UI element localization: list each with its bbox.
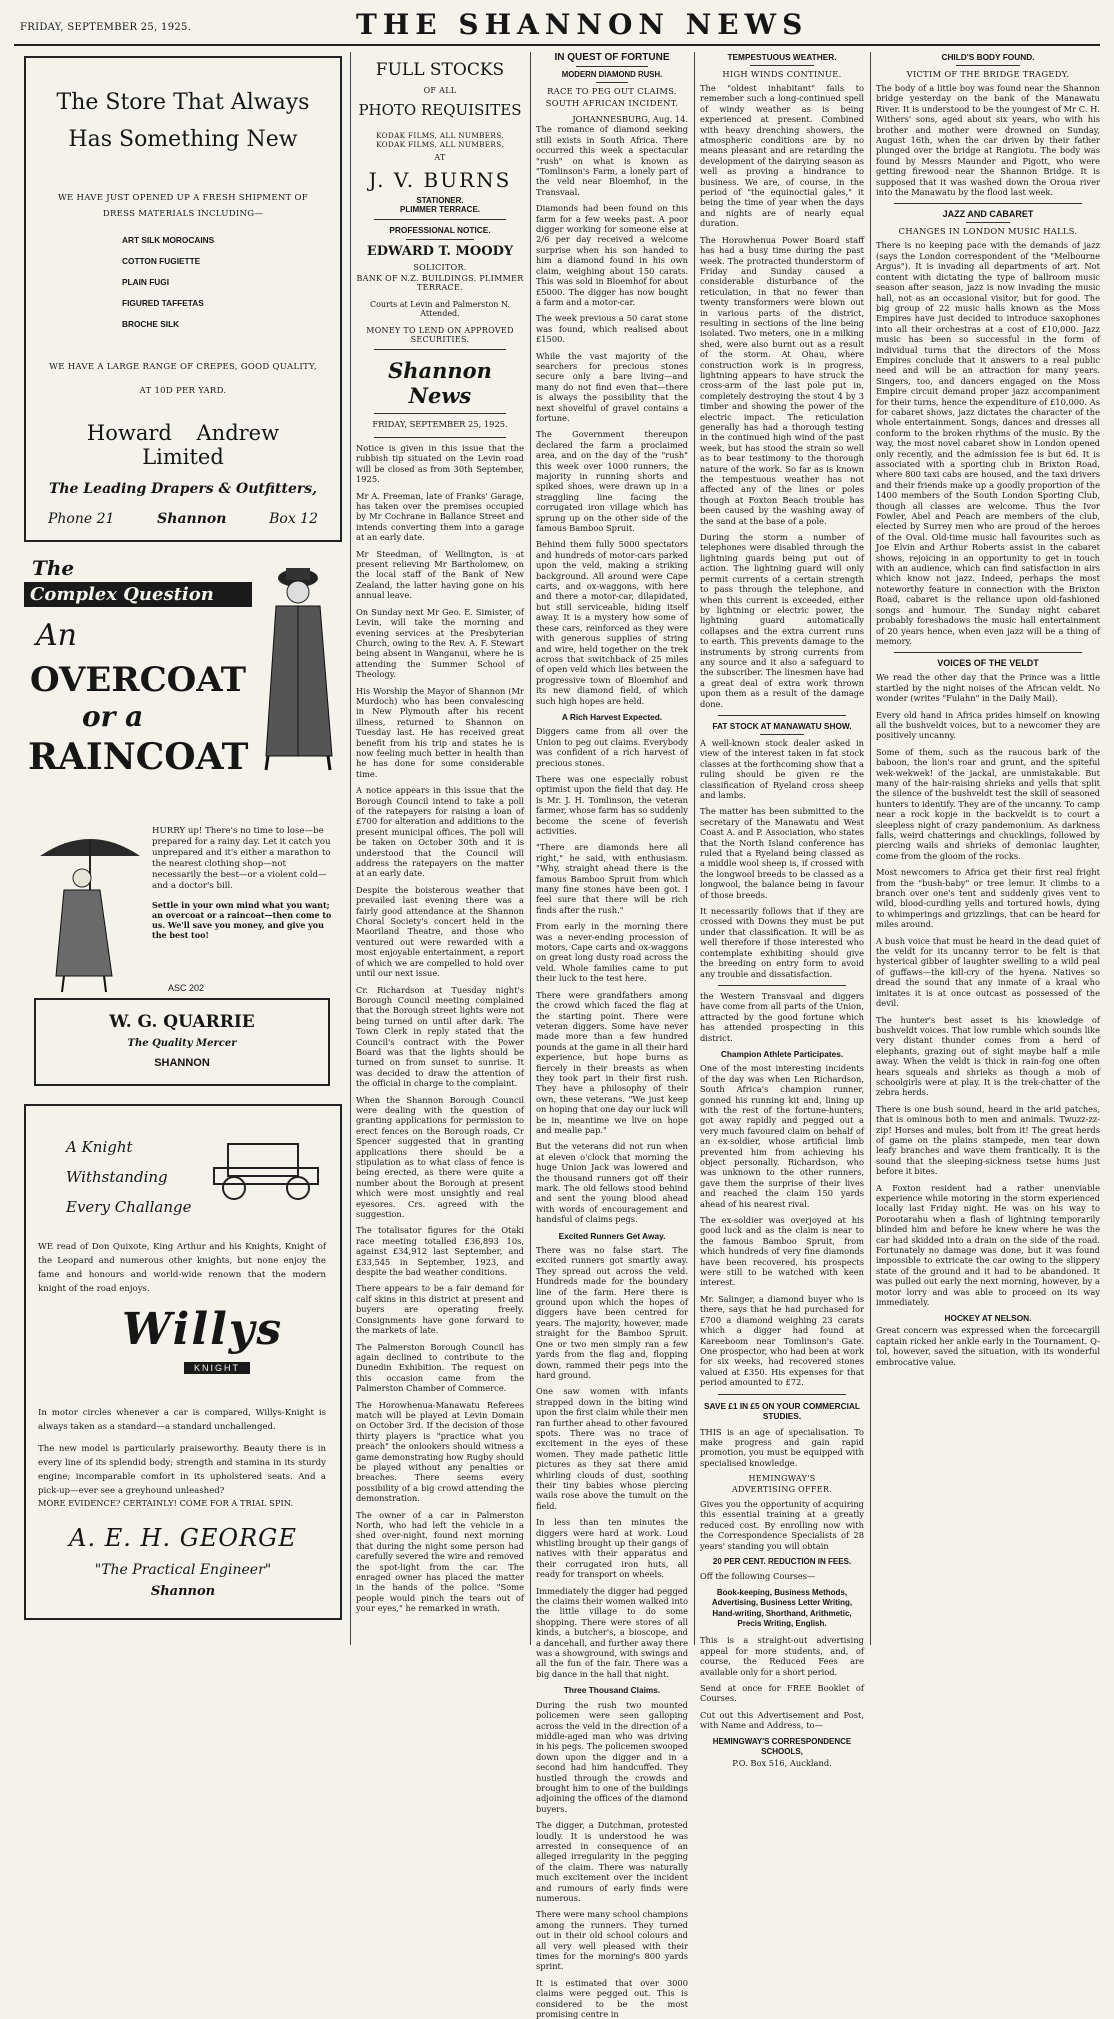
professional-notice — [356, 225, 524, 344]
ad-copy-hurry: HURRY up! There's no time to lose—be prepared for a rainy day. Let it catch you unprepared and it's either a marathon to the nearest clothing shop—not necessarily the best—or a violent cold—and a doctor's bill. — [152, 826, 331, 891]
dealer-tagline: "The Practical Engineer" — [94, 1562, 272, 1578]
paragraph: We read the other day that the Prince was a little startled by the night noises of the African veldt. No wonder (writes "Fulahn" in the Daily Mail). — [876, 672, 1100, 704]
news-item: His Worship the Mayor of Shannon (Mr Murdoch) who has been convalescing in New Plymouth after his recent illness, returned to Shannon on Tuesday last. He has received great benefit from his trip and states he is now feeling much better in health than he has done for some considerable time. — [356, 685, 524, 779]
fabric-item: ART SILK MOROCAINS — [122, 235, 215, 245]
company-tagline: The Leading Drapers & Outfitters, — [48, 481, 318, 497]
ad-paragraph: Gives you the opportunity of acquiring this essential training at a greatly reduced cost. By enrolling now with the Correspondence Specialists of 28 years' standing you will obtain — [700, 1498, 864, 1551]
paragraph: Diamonds had been found on this farm for a few weeks past. A poor digger working for someone else at 2/6 per day received a welcome surprise when his son handed to him a diamond found in his own claim, weighing about 150 carats. This was sold in Bloemhof for about £5000. The digger has now bought a farm and a motor-car. — [536, 203, 688, 307]
fabric-item: BROCHE SILK — [122, 319, 180, 329]
column-2 — [356, 52, 524, 1620]
willys-p2: The new model is particularly praiseworthy. Beauty there is in every line of its splendid body; strength and stamina in its sturdy engine; incomparable comfort in its upholstered seats. And a pick-up—ever see a greyhound unleashed? — [38, 1444, 326, 1496]
paragraph: From early in the morning there was a never-ending procession of motors, Cape carts and ox-waggons on great long dusty road across the veld. Whole families came to put their luck to the test here. — [536, 921, 688, 984]
article-subhead: VICTIM OF THE BRIDGE TRAGEDY. — [906, 69, 1070, 79]
article-headline: JAZZ AND CABARET — [942, 209, 1034, 220]
article-continuation — [700, 991, 864, 1388]
article-body — [876, 240, 1100, 646]
paragraph: Great concern was expressed when the forcecargill captain ricked her ankle early in the Tournament. Q-tol, however, saved the situation, with its wonderful embrocative value. — [876, 1325, 1100, 1367]
paragraph: There was no false start. The excited runners got smartly away. They spread out across the veld. Hundreds made for the boundary line of the farm. Here there is ground upon which the hopes of diggers have been centred for years. The majority, however, made straight for the Bamboo Spruit. One or two men simply ran a few yards from the flag and, flopping down, rammed their pegs into the hard ground. — [536, 1245, 688, 1380]
ad-code: ASC 202 — [168, 983, 205, 993]
company-name: Howard Andrew Limited — [86, 421, 280, 469]
article-subhead: SOUTH AFRICAN INCIDENT. — [545, 98, 679, 108]
paragraph: During the storm a number of telephones were disabled through the lightning guards being put out of action. The lightning guard will only permit currents of a certain strength to pass through the telephone, and when this current is exceeded, either by lightning or electric power, the lightning guard automatically collapses and the extra current runs to earth. This prevents damage to the instruments by strong currents from any source and it also a safeguard to the subscriber. The linesmen have had a great deal of extra work thrown upon them as a result of the damage done. — [700, 532, 864, 709]
ad-body — [700, 1427, 864, 1768]
fabric-item: PLAIN FUGI — [122, 277, 170, 287]
article-subhead: MODERN DIAMOND RUSH. — [561, 70, 663, 79]
article-subhead: CHANGES IN LONDON MUSIC HALLS. — [898, 226, 1078, 237]
knight-line: Every Challange — [66, 1198, 192, 1216]
news-item: On Sunday next Mr Geo. E. Simister, of Levin, will take the morning and evening services at the Presbyterian Church, owing to the Rev. A. F. Stewart being absent in Wanganui, where he is attending the Summer School of Theology. — [356, 606, 524, 680]
news-item: Mr Steedman, of Wellington, is at present relieving Mr Bartholomew, on the local staff of the Bank of New Zealand, the latter having gone on his annual leave. — [356, 548, 524, 601]
paragraph: "There are diamonds here all right," he said, with enthusiasm. "Why, straight ahead there is the famous Bamboo Spruit from which many fine stones have been got. I feel sure that there will be rich finds after the rush." — [536, 842, 688, 915]
ad-line-raincoat: RAINCOAT — [28, 736, 249, 778]
notice-heading: PROFESSIONAL NOTICE. — [389, 225, 491, 235]
paragraph: It necessarily follows that if they are crossed with Downs they must be put under that classification. It will be as well therefore if those interested who contemplate exhibiting should give the breeding on entry form to avoid any trouble and dissatisfaction. — [700, 906, 864, 979]
paragraph: The Horowhenua Power Board staff has had a busy time during the past week. The protracted thunderstorm of Friday and Sunday caused a considerable disturbance of the reticulation, in that no fewer than twenty transformers were blown out in various parts of the district, resulting in sections of the line being isolated. Two meters, one in a milking shed, were also burnt out as a result of the storm. At Ohau, where construction work is in progress, lightning appears to have struck the cross-arm of the last pole put in, completely destroying the stout 4 by 3 timber and showing the power of the electric impact. The reticulation generally has had a thorough testing in the continued high wind of the past week, but has stood the strain so well as to bear testimony to the thorough nature of the work. So far as is known the tempestuous weather has not affected any of the lines or poles though at Foxton Beach trouble has been caused by the washing away of the sand at the base of a pole. — [700, 234, 864, 526]
paragraph: Immediately the digger had pegged the claims their women walked into the little village to do some shopping. There were stores of all kinds, a butcher's, a bioscope, and a dancehall, and further away there was a showground, with swings and all the fun of the fair. There was a big dance in the hall that night. — [536, 1585, 689, 1679]
article-headline: TEMPESTUOUS WEATHER. — [727, 52, 837, 62]
ad-quarrie — [34, 998, 330, 1086]
article-headline: CHILD'S BODY FOUND. — [941, 52, 1035, 62]
news-item: The owner of a car in Palmerston North, who had left the vehicle in a shed over-night, found next morning that during the night some person had carefully severed the wire and removed the spot-light from the car. The enraged owner has placed the matter in the hands of the police. "Some people would pinch the tears out of your eyes," he remarked in wrath. — [356, 1509, 524, 1614]
solicitor-courts: Courts at Levin and Palmerston N. Attended. — [369, 300, 511, 318]
column-divider — [870, 52, 871, 1645]
paragraph: The week previous a 50 carat stone was found, which realised about £1500. — [536, 313, 688, 345]
solicitor-name: EDWARD T. MOODY — [366, 244, 514, 259]
article-body — [536, 124, 688, 2019]
paragraph: One saw women with infants strapped down in the biting wind upon the first claim while their men ran further ahead to other favoured spots. There was no trace of excitement in the eyes of these women. They made pathetic little pictures as they sat there amid whirling clouds of dust, soothing their tiny babies whose piercing wails rose above the tumult on the field. — [536, 1386, 688, 1511]
willys-logo-sub: KNIGHT — [184, 1362, 250, 1374]
paragraph: Behind them fully 5000 spectators and hundreds of motor-cars parked upon the veld, making a striking background. All around were Cape carts, and ox-waggons, with here and there a motor-car, dilapidated, but still serviceable, hiding itself away. It is a mystery how some of these cars, reinforced as they were with generous supplies of string and wire, held together on the trek across that switchback of 25 miles of open veld which lies between the progressive town of Bloemhof and its new diamond field, of which such high hopes are held. — [536, 539, 688, 706]
ad-paragraph: THIS is an age of specialisation. To make progress and gain rapid promotion, you must be equipped with specialised knowledge. — [700, 1426, 864, 1468]
ad-at: AT — [434, 153, 446, 162]
newspaper-title: THE SHANNON NEWS — [356, 8, 809, 41]
article-headline: HOCKEY AT NELSON. — [944, 1313, 1032, 1324]
column-3 — [536, 52, 689, 2019]
section-subhead: Three Thousand Claims. — [563, 1685, 661, 1696]
willys-p1: In motor circles whenever a car is compared, Willys-Knight is always taken as a standard—a standard unchallenged. — [38, 1408, 326, 1432]
knight-line: A Knight — [66, 1138, 133, 1156]
article-subhead: HIGH WINDS CONTINUE. — [722, 69, 842, 79]
merchant-name: W. G. QUARRIE — [109, 1012, 255, 1032]
column-4 — [700, 52, 864, 1768]
ad-line-overcoat: OVERCOAT — [30, 660, 247, 700]
ad-line-the: The — [32, 556, 75, 580]
paragraph: A Foxton resident had a rather unenviable experience while motoring in the storm experienced locally last Friday night. He was on his way to Porootarahu when a flash of lightning temporarily blinded him and before he knew where he was the car had skidded into a drain on the side of the road. Fortunately no damage was done, but it was found impossible to extricate the car owing to the slippery state of the ground and it had to be abandoned. It was pulled out early the next morning, however, by a motor lorry and was able to proceed on its way immediately. — [876, 1182, 1100, 1308]
paragraph: The hunter's best asset is his knowledge of bushveldt voices. That low rumble which sounds like very distant thunder comes from a herd of elephants, grazing out of sight maybe half a mile away. When the veldt is thick in rain-fog one often hears squeals and shrieks as though a mob of schoolgirls were at play. It is the trek-chatter of the zebra herds. — [876, 1014, 1100, 1098]
paragraph: Mr. Salinger, a diamond buyer who is there, says that he had purchased for £700 a diamond weighing 23 carats which a digger had found at Kareeboom near Tomlinson's Gate. One prospector, who had been at work for six weeks, had recovered stones valued at £350. His expenses for that period amounted to £72. — [700, 1293, 864, 1388]
ad-willys-knight — [24, 1104, 342, 1620]
paragraph: The digger, a Dutchman, protested loudly. It is understood he was arrested in consequence of an alleged irregularity in the pegging of the claim. There was naturally much excitement over the incident and rumours of early finds were numerous. — [536, 1820, 688, 1903]
article-body — [876, 83, 1100, 197]
ad-of-all: OF ALL — [423, 86, 457, 95]
paragraph: One of the most interesting incidents of the day was when Len Richardson, South Africa's champion runner, gonned his running kit and, lining up with the rest of the fortune-hunters, got away rapidly and pegged out a very much favoured claim on behalf of an ex-soldier, whose artificial limb prevented him from achieving his object personally. Richardson, who was unknown to the other runners, gave them the surprise of their lives and reached the claim 150 yards ahead of his nearest rival. — [700, 1063, 864, 1209]
news-item: Mr A. Freeman, late of Franks' Garage, has taken over the premises occupied by Mr Cochrane in Ballance Street and intends converting them into a garage at an early date. — [356, 490, 524, 543]
willys-cta: MORE EVIDENCE? CERTAINLY! COME FOR A TRIAL SPIN. — [38, 1498, 294, 1508]
fabric-item: FIGURED TAFFETAS — [122, 298, 204, 308]
ad-overcoat-copy — [152, 826, 336, 940]
news-item: Cr. Richardson at Tuesday night's Borough Council meeting complained that the Borough street lights were not being turned on until after dark. The Town Clerk in reply stated that the Council's contract with the Power Board was that the lights should be turned on from sunset to sunrise. It was decided to draw the attention of the official in charge to the complaint. — [356, 984, 524, 1089]
town-name: Shannon — [157, 511, 227, 527]
ad-outro: WE HAVE A LARGE RANGE OF CREPES, GOOD QUALITY, AT 10D PER YARD. — [49, 362, 317, 396]
ad-paragraph: Cut out this Advertisement and Post, with Name and Address, to— — [700, 1709, 864, 1731]
ad-paragraph: Off the following Courses— — [700, 1571, 816, 1582]
knight-line: Withstanding — [66, 1168, 168, 1186]
news-item: When the Shannon Borough Council were dealing with the question of granting applications for permission to erect fences on the Borough roads, Cr Spencer suggested that in granting applications there should be a stipulation as to what class of fence is being erected, as there were quite a number about the Borough at present which were most unsightly and real eyesores. Crs. agreed with the suggestion. — [356, 1094, 524, 1220]
paragraph: There is one bush sound, heard in the arid patches, that is ominous both to men and animals. Twuzz-zz-zip! Horses and mules, bolt from it! The great herds of game on the plains stampede, men tear down leafy branches and wave them frantically. It is the sound that the sleeping-sickness tsetse hums just before it bites. — [876, 1103, 1100, 1177]
ad-school: HEMINGWAY'S CORRESPONDENCE SCHOOLS, — [712, 1736, 852, 1757]
paper-date: FRIDAY, SEPTEMBER 25, 1925. — [372, 419, 508, 429]
merchant-tagline: The Quality Mercer — [127, 1038, 237, 1049]
news-item: The Palmerston Borough Council has again declined to contribute to the Dunedin Exhibition. The request on this occasion came from the Palmerston Chamber of Commerce. — [356, 1341, 524, 1394]
ad-headline-2: Has Something New — [68, 127, 298, 152]
paragraph: The ex-soldier was overjoyed at his good luck and as the claim is near to the famous Bamboo Spruit, from which hundreds of very fine diamonds have been recovered, his prospects were still to be watched with keen interest. — [700, 1215, 864, 1288]
man-in-overcoat-illustration — [246, 556, 338, 776]
dealer-name: A. E. H. GEORGE — [69, 1524, 297, 1552]
merchant-town: SHANNON — [154, 1057, 210, 1069]
paragraph: A well-known stock dealer asked in view of the interest taken in fat stock classes at the forthcoming show that a ruling should be given re the classification of Ryeland cross sheep and lambs. — [700, 737, 864, 800]
ad-photo: PHOTO REQUISITES — [358, 101, 522, 119]
dateline: JOHANNESBURG, Aug. 14. — [572, 114, 688, 124]
column-divider — [694, 52, 695, 1645]
paragraph: While the vast majority of the searchers for precious stones secure only a bare living—and many do not find even that—there is always the possibility that the next shovelful of gravel contains a fortune. — [536, 350, 688, 423]
ad-line-or-a: or a — [82, 700, 144, 733]
paragraph: The "oldest inhabitant" fails to remember such a long-continued spell of windy weather as is being experienced at present. Combined with heavy drenching showers, the atmospheric conditions are by no means pleasant and are retarding the development of the dairying season as well as proving a hindrance to business. We are, of course, in the period of "the equinoctial gales," it being the time of year when the days and nights are of nearly equal duration. — [700, 83, 864, 229]
article-subhead: RACE TO PEG OUT CLAIMS. — [547, 86, 677, 96]
paragraph: Some of them, such as the raucous bark of the baboon, the lion's roar and grunt, and the spiteful wek-wekwek! of the jackal, are unmistakable. But many of the hair-raising shrieks and yells that split the silence of the bushveldt test the skill of seasoned hunters to identify. They are of the uncanny. To camp near a rock kopje in the backveldt is to court a sleepless night of crazy pandemonium. As darkness falls, weird chatterings and chucklings, followed by piercing wails and shrieks of demoniac laughter, come from the gloom of the rocks. — [876, 746, 1100, 861]
paragraph: There was one especially robust optimist upon the field that day. He is Mr. J. H. Tomlinson, the veteran farmer, whose farm has so suddenly become the scene of feverish activities. — [536, 773, 688, 836]
news-item: The Horowhenua-Manawatu Referees match will be played at Levin Domain on October 3rd. If the decision of those thirty players is "practice what you preach" the onlookers should witness a game demonstrating how Rugby should be played without any penalties or breaches. There seems every possibility of a big crowd attending the demonstration. — [356, 1399, 524, 1504]
ad-address: P.O. Box 516, Auckland. — [732, 1757, 832, 1768]
article-headline: FAT STOCK AT MANAWATU SHOW. — [712, 720, 852, 731]
knight-headline — [66, 1132, 191, 1222]
issue-date: FRIDAY, SEPTEMBER 25, 1925. — [20, 22, 192, 33]
paragraph: Every old hand in Africa prides himself on knowing all the bushveldt voices, but to a newcomer they are positively uncanny. — [876, 709, 1100, 741]
paragraph: Most newcomers to Africa get their first real fright from the "bush-baby" or tree lemur. It climbs to a branch over one's tent and suddenly gives vent to wild, blood-curdling yells and tortured howls, dying to whimperings and grizzlings, that can be heard for miles around. — [876, 867, 1100, 930]
column-5 — [876, 52, 1100, 1648]
article-body — [700, 83, 864, 709]
paragraph: It is estimated that over 3000 claims were pegged out. This is considered to be the most promising centre in — [536, 1977, 688, 2019]
article-headline: IN QUEST OF FORTUNE — [554, 52, 670, 63]
solicitor-money: MONEY TO LEND ON APPROVED SECURITIES. — [366, 326, 514, 344]
paragraph: The romance of diamond seeking still exists in South Africa. There occurred this week a spectacular "rush" on what is known as "Tomlinson's Farm, a lonely part of the veld near Bloemhof, in the Transvaal. — [536, 124, 688, 197]
masthead — [0, 0, 1114, 46]
news-item: The totalisator figures for the Otaki race meeting totalled £36,893 10s, against £34,912 last September, and £33,545 in September, 1923, and despite the bad weather conditions. — [356, 1225, 524, 1278]
news-item: Notice is given in this issue that the rubbish tip situated on the Levin road will be closed as from 30th September, 1925. — [356, 443, 524, 485]
ad-line-an: An — [36, 618, 77, 653]
column-divider — [530, 52, 531, 1645]
ad-burns: J. V. BURNS — [368, 168, 512, 192]
ad-headline-1: The Store That Always — [56, 90, 310, 115]
local-news — [356, 443, 524, 1614]
paragraph: The Government thereupon declared the farm a proclaimed area, and on the day of the "rush" this week over 1000 runners, the majority in running shorts and spiked shoes, were drawn up in a straggling line facing the corrugated iron village which has sprung up on the other side of the famous Bamboo Spruit. — [536, 429, 688, 534]
phone-number: Phone 21 — [48, 511, 115, 527]
ad-courses: Book-keeping, Business Methods, Advertising, Business Letter Writing, Hand-writing, Shorthand, Arithmetic, Precis Writing, English. — [711, 1587, 853, 1629]
ad-kodak-1: KODAK FILMS, ALL NUMBERS, — [376, 131, 504, 140]
ad-intro: WE HAVE JUST OPENED UP A FRESH SHIPMENT OF DRESS MATERIALS INCLUDING— — [58, 193, 308, 219]
news-item: There appears to be a fair demand for calf skins in this district at present and buyers are operating freely. Consignments have gone forward to the markets of late. — [356, 1283, 524, 1336]
paragraph: Diggers came from all over the Union to peg out claims. Everybody was confident of a rich harvest of precious stones. — [536, 726, 688, 768]
woman-with-umbrella-illustration — [34, 826, 146, 996]
ad-headline: SAVE £1 IN £5 ON YOUR COMMERCIAL STUDIES. — [704, 1400, 860, 1421]
ad-kodak-2: KODAK FILMS, ALL NUMBERS, — [376, 140, 504, 149]
paragraph: There were many school champions among the runners. They turned out in their old school colours and all very well pleased with their times for the morning's 800 yards sprint. — [536, 1909, 688, 1972]
news-item: A notice appears in this issue that the Borough Council intend to take a poll of the ratepayers for raising a loan of £700 for alteration and additions to the present municipal offices. The poll will be taken on October 30th and it is understood that the Council will address the ratepayers on the matter at an early date. — [356, 785, 524, 879]
solicitor-address: BANK OF N.Z. BUILDINGS. PLIMMER TERRACE. — [356, 274, 524, 292]
ad-hemingways — [700, 1401, 864, 1768]
article-body — [876, 1325, 1100, 1367]
willys-logo: Willys — [122, 1304, 284, 1355]
section-subhead: Champion Athlete Participates. — [720, 1048, 844, 1059]
paper-nameplate: Shannon News — [388, 358, 492, 408]
paragraph: The matter has been submitted to the secretary of the Manawatu and West Coast A. and P. Association, who states that the North Island conference has ruled that a Ryeland being classed as a middle wool sheep is, if crossed with the longwool breeds to be classed as a longwool, the balance being in favour of those breeds. — [700, 806, 864, 900]
masthead-rule — [14, 44, 1100, 46]
ad-stationer: STATIONER. — [416, 196, 464, 205]
fabric-list — [122, 230, 340, 335]
paragraph: the Western Transvaal and diggers have come from all parts of the Union, attracted by the good fortune which has attended prospecting in this district. — [700, 990, 864, 1043]
ad-reduction: 20 PER CENT. REDUCTION IN FEES. — [712, 1557, 852, 1566]
car-illustration — [208, 1134, 324, 1204]
box-number: Box 12 — [269, 511, 318, 527]
ad-paragraph: Send at once for FREE Booklet of Courses. — [700, 1683, 864, 1704]
column-divider — [350, 52, 351, 1645]
paragraph: But the veterans did not run when at eleven o'clock that morning the huge Union Jack was lowered and the thousand runners got off their mark. The old fellows stood behind and sent the young blood ahead with words of encouragement and handsful of claims pegs. — [536, 1141, 688, 1225]
solicitor-title: SOLICITOR. — [413, 263, 467, 272]
fabric-item: COTTON FUGIETTE — [122, 256, 201, 266]
article-headline: VOICES OF THE VELDT — [937, 658, 1039, 669]
ad-paragraph: This is a straight-out advertising appeal for more students, and, of course, the Reduced Fees are available only for a short period. — [700, 1635, 864, 1677]
paragraph: There is no keeping pace with the demands of jazz (says the London correspondent of the "Melbourne Argus"). It is invading all departments of art. Not content with dictating the type of ballroom music season after season, jazz is now invading the music hall, not as an occasional visitor, but for good. The big group of 22 music halls known as the Moss Empires have just decided to introduce saxophones into all their orchestras at a cost of £10,000. Jazz music has been so successful in the form of individual turns that the directors of the Moss Empires conclude that it answers to a real public need and will be an attraction for many years. Singers, too, and dancers engaged on the Moss Empire circuit demand proper jazz accompaniment for their turns, hence the expenditure of £10,000. As for cabaret shows, jazz dictates the character of the whole entertainment. Songs, dances and dresses all conform to the broken rhythms of the music. By the way, the most novel cabaret show in London opened only recently, and the admission fee is but 6d. It is associated with a sporting club in Brixton Road, where 800 taxi cabs are housed, and the taxi drivers and their friends make up a goodly proportion of the 1400 members of the South London Sporting Club, though all classes are welcome. Thus the Ivor Fowler, Abel and Peach are members of the club, elected by Surrey men who are proud of the heroes of the Oval. Old-time music hall favourites such as Joe Elvin and Arthur Roberts assist in the cabaret shows, rejoicing in an opportunity to get in touch with an audience, which can find satisfaction in airs which know not jazz. Indeed, perhaps the most noteworthy feature in connection with the Brixton Road, cabaret is the reliance upon old-fashioned songs and humour. The Sunday night cabaret probably foreshadows the music hall entertainment of 20 years hence, when even jazz will be a thing of memory. — [876, 240, 1100, 646]
paragraph: The body of a little boy was found near the Shannon bridge yesterday on the bank of the Manawatu River. It is understood to be the youngest of Mr C. H. Withers' sons, aged about six years, who with his brother and mother were drowned on Sunday, August 16th, when the car driven by their father plunged over the bridge at Rangiotu. The body was found by Messrs Maunder and Pigott, who were getting firewood near the Shannon Bridge. It is supposed that it was washed down the Oroua river into the Manawatu by the flood last week. — [876, 83, 1100, 198]
ad-photo-requisites — [356, 60, 524, 214]
ad-copy-settle: Settle in your own mind what you want; an overcoat or a raincoat—then come to us. We'll save you money, and give you the best too! — [152, 900, 332, 940]
paragraph: During the rush two mounted policemen were seen galloping across the veld in the direction of a middle-aged man who was driving in his pegs. The policemen swooped down upon the digger and in a second had him handcuffed. They hustled through the crowds and brought him to one of the buildings adjoining the offices of the diamond buyers. — [536, 1699, 688, 1814]
contact-line — [26, 511, 340, 527]
paragraph: A bush voice that must be heard in the dead quiet of the veldt for its uncanny terror to be felt is that hysterical gibber of laughter swelling to a wild peal of guffaws—the kill-cry of the hyena. Natives so dread the sound that any inmate of a kraal who imitates it is at once outcast as possessed of the devil. — [876, 935, 1100, 1009]
paragraph: In less than ten minutes the diggers were hard at work. Loud whistling brought up their gangs of natives with their apparatus and their corrugated iron huts, all ready for transport on wheels. — [536, 1517, 688, 1580]
news-item: Despite the boisterous weather that prevailed last evening there was a fairly good attendance at the Shannon Choral Society's concert held in the Maoriland Theatre, and those who ventured out were rewarded with a most enjoyable entertainment, a report of which we are compelled to hold over until our next issue. — [356, 884, 524, 979]
ad-overcoat — [24, 556, 338, 776]
ad-brand: HEMINGWAY'S — [748, 1474, 816, 1484]
ad-title: FULL STOCKS — [375, 60, 505, 80]
article-body — [876, 672, 1100, 1307]
ad-howard-andrew — [24, 56, 342, 542]
ad-plimmer: PLIMMER TERRACE. — [400, 205, 480, 214]
section-subhead: A Rich Harvest Expected. — [561, 711, 663, 722]
willys-intro: WE read of Don Quixote, King Arthur and his Knights, Knight of the Leopard and numerous other knights, but none enjoy the fame and honours and world-wide renown that the modern knight of the road enjoys. — [38, 1242, 326, 1294]
article-body — [700, 738, 864, 979]
paragraph: There were grandfathers among the crowd which faced the flag at the starting point. There were veteran diggers. Some have never made more than a few hundred pounds at the game in all their hard experience, but hope burns as fiercely in their breasts as when they took part in their first rush. They have a philosophy of their own, these veterans. "We just keep on hoping that one day our luck will be in, meantime we live on hope and mealie pap." — [536, 989, 688, 1135]
dealer-town: Shannon — [150, 1584, 216, 1599]
section-subhead: Excited Runners Get Away. — [558, 1230, 666, 1241]
ad-offer: ADVERTISING OFFER. — [731, 1484, 833, 1494]
ad-line-complex: Complex Question — [24, 582, 252, 607]
